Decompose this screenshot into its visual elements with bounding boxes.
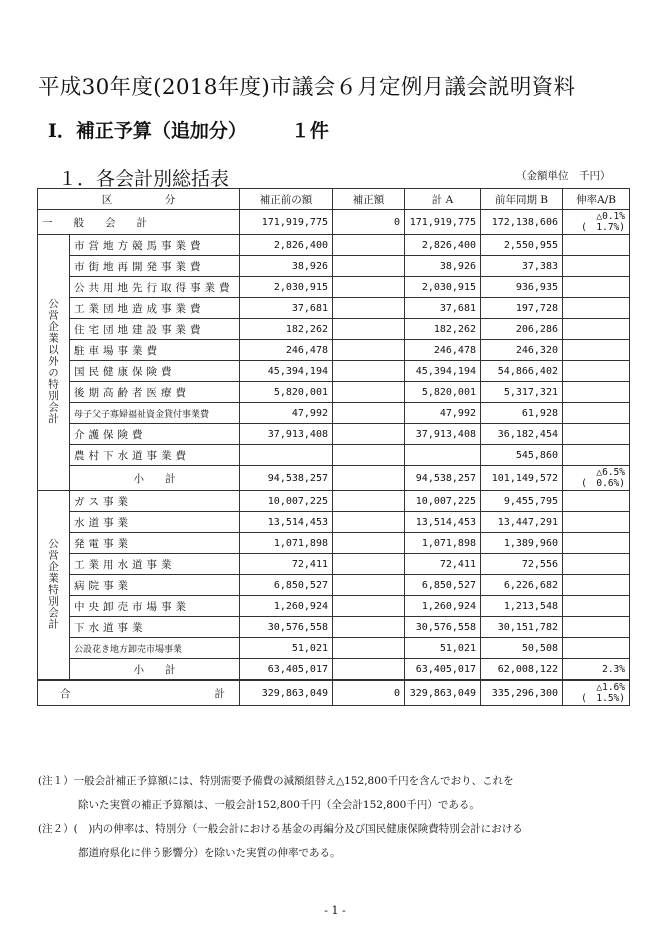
non-enterprise-subtotal-row: [38, 466, 630, 491]
enterprise-subtotal-prev: 62,008,122: [481, 659, 563, 681]
section-label: Ⅰ．補正予算（追加分）: [48, 120, 247, 142]
non-enterprise-subtotal-rate-main: △6.5%: [596, 467, 625, 478]
row-before: 45,394,194: [240, 361, 333, 382]
row-supplement: [333, 340, 405, 361]
table-row: [38, 382, 630, 403]
row-name: 市街地再開発事業費: [70, 256, 240, 277]
row-supplement: [333, 277, 405, 298]
row-total: 2,030,915: [405, 277, 481, 298]
general-before: 171,919,775: [240, 210, 333, 235]
row-name: 住宅団地建設事業費: [70, 319, 240, 340]
row-rate: [563, 319, 630, 340]
row-prev: 50,508: [481, 638, 563, 659]
row-prev: 13,447,291: [481, 512, 563, 533]
general-prev: 172,138,606: [481, 210, 563, 235]
row-name: 水道事業: [70, 512, 240, 533]
row-prev: 9,455,795: [481, 491, 563, 512]
page-number: - 1 -: [324, 904, 346, 917]
row-name: 国民健康保険費: [70, 361, 240, 382]
table-row: [38, 445, 630, 466]
row-prev: 197,728: [481, 298, 563, 319]
non-enterprise-subtotal-label: 小 計: [70, 466, 240, 491]
row-before: 5,820,001: [240, 382, 333, 403]
row-prev: 61,928: [481, 403, 563, 424]
row-supplement: [333, 298, 405, 319]
row-supplement: [333, 491, 405, 512]
table-row: [38, 554, 630, 575]
row-before: 37,913,408: [240, 424, 333, 445]
row-before: 51,021: [240, 638, 333, 659]
non-enterprise-subtotal-rate: [563, 466, 630, 491]
budget-summary-table: [37, 188, 630, 706]
row-supplement: [333, 361, 405, 382]
non-enterprise-subtotal-rate-box: [567, 467, 625, 489]
enterprise-group-label: [38, 491, 70, 681]
row-total: 1,071,898: [405, 533, 481, 554]
grand-total-supplement: 0: [333, 680, 405, 706]
grand-total-label-box: [42, 686, 235, 701]
grand-total-rate-adjusted: ( 1.5%): [581, 693, 625, 704]
row-name: 母子父子寡婦福祉資金貸付事業費: [70, 403, 240, 424]
row-before: 72,411: [240, 554, 333, 575]
enterprise-subtotal-row: [38, 659, 630, 681]
row-rate: [563, 277, 630, 298]
row-total: 182,262: [405, 319, 481, 340]
document-title: 平成30年度(2018年度)市議会６月定例月議会説明資料: [38, 75, 576, 100]
table-row: [38, 319, 630, 340]
table-row: [38, 235, 630, 256]
row-supplement: [333, 235, 405, 256]
row-total: 72,411: [405, 554, 481, 575]
row-supplement: [333, 445, 405, 466]
row-supplement: [333, 319, 405, 340]
row-name: 農村下水道事業費: [70, 445, 240, 466]
row-rate: [563, 403, 630, 424]
row-total: 51,021: [405, 638, 481, 659]
general-label: 一 般 会 計: [38, 210, 240, 235]
header-row: [38, 189, 630, 210]
row-supplement: [333, 533, 405, 554]
row-rate: [563, 298, 630, 319]
non-enterprise-group-label: [38, 235, 70, 491]
row-total: 246,478: [405, 340, 481, 361]
row-before: 1,071,898: [240, 533, 333, 554]
general-rate-adjusted: ( 1.7%): [581, 222, 625, 233]
grand-total-before: 329,863,049: [240, 680, 333, 706]
row-name: 工業用水道事業: [70, 554, 240, 575]
enterprise-subtotal-total: 63,405,017: [405, 659, 481, 681]
row-supplement: [333, 256, 405, 277]
row-before: 47,992: [240, 403, 333, 424]
row-rate: [563, 575, 630, 596]
general-account-row: [38, 210, 630, 235]
row-total: 5,820,001: [405, 382, 481, 403]
row-before: 182,262: [240, 319, 333, 340]
row-prev: 246,320: [481, 340, 563, 361]
row-prev: 5,317,321: [481, 382, 563, 403]
table-row: [38, 277, 630, 298]
row-name: 公共用地先行取得事業費: [70, 277, 240, 298]
table-row: [38, 340, 630, 361]
header-before: 補正前の額: [240, 189, 333, 210]
enterprise-subtotal-rate: [563, 659, 630, 681]
row-before: 38,926: [240, 256, 333, 277]
grand-total-total: 329,863,049: [405, 680, 481, 706]
row-total: 13,514,453: [405, 512, 481, 533]
row-total: [405, 445, 481, 466]
row-supplement: [333, 554, 405, 575]
unit-note: （金額単位 千円）: [516, 170, 611, 182]
row-name: 駐車場事業費: [70, 340, 240, 361]
row-prev: 2,550,955: [481, 235, 563, 256]
section-count: １件: [290, 120, 329, 142]
section-heading: [48, 116, 329, 143]
table-row: [38, 424, 630, 445]
table-row: [38, 596, 630, 617]
header-rate: 伸率A/B: [563, 189, 630, 210]
row-prev: 36,182,454: [481, 424, 563, 445]
table-row: [38, 533, 630, 554]
row-prev: 6,226,682: [481, 575, 563, 596]
row-before: 1,260,924: [240, 596, 333, 617]
row-total: 30,576,558: [405, 617, 481, 638]
row-prev: 30,151,782: [481, 617, 563, 638]
enterprise-subtotal-label: 小 計: [70, 659, 240, 681]
table-row: [38, 491, 630, 512]
row-rate: [563, 554, 630, 575]
row-rate: [563, 617, 630, 638]
row-before: [240, 445, 333, 466]
row-name: 病院事業: [70, 575, 240, 596]
table-row: [38, 403, 630, 424]
row-before: 6,850,527: [240, 575, 333, 596]
row-name: 後期高齢者医療費: [70, 382, 240, 403]
row-before: 10,007,225: [240, 491, 333, 512]
enterprise-subtotal-supplement: [333, 659, 405, 681]
row-before: 2,030,915: [240, 277, 333, 298]
grand-total-rate: [563, 680, 630, 706]
row-rate: [563, 533, 630, 554]
table-row: [38, 617, 630, 638]
grand-total-label-left: 合: [60, 687, 71, 700]
row-before: 37,681: [240, 298, 333, 319]
row-name: 発電事業: [70, 533, 240, 554]
table-row: [38, 638, 630, 659]
row-total: 2,826,400: [405, 235, 481, 256]
row-name: 公設花き地方卸売市場事業: [70, 638, 240, 659]
row-rate: [563, 596, 630, 617]
enterprise-subtotal-rate-box: [567, 664, 625, 675]
enterprise-group-label-text: 公営企業特別会計: [47, 537, 59, 630]
row-prev: 545,860: [481, 445, 563, 466]
row-rate: [563, 512, 630, 533]
row-supplement: [333, 617, 405, 638]
row-supplement: [333, 575, 405, 596]
grand-total-label: [38, 680, 240, 706]
row-before: 30,576,558: [240, 617, 333, 638]
non-enterprise-subtotal-supplement: [333, 466, 405, 491]
header-total: 計 A: [405, 189, 481, 210]
header-category: 区 分: [38, 189, 240, 210]
row-name: 介護保険費: [70, 424, 240, 445]
non-enterprise-subtotal-total: 94,538,257: [405, 466, 481, 491]
note-2-line-1: (注２）( )内の伸率は、特別分（一般会計における基金の再編分及び国民健康保険費特別会計における: [38, 823, 523, 835]
table-row: [38, 512, 630, 533]
row-supplement: [333, 638, 405, 659]
row-rate: [563, 361, 630, 382]
grand-total-prev: 335,296,300: [481, 680, 563, 706]
grand-total-rate-box: [567, 682, 625, 704]
general-rate: [563, 210, 630, 235]
row-name: 工業団地造成事業費: [70, 298, 240, 319]
row-total: 45,394,194: [405, 361, 481, 382]
row-supplement: [333, 403, 405, 424]
non-enterprise-subtotal-prev: 101,149,572: [481, 466, 563, 491]
row-supplement: [333, 512, 405, 533]
row-before: 2,826,400: [240, 235, 333, 256]
note-2-line-2: 都道府県化に伴う影響分）を除いた実質の伸率である。: [78, 847, 341, 859]
row-total: 1,260,924: [405, 596, 481, 617]
row-rate: [563, 638, 630, 659]
row-prev: 1,389,960: [481, 533, 563, 554]
general-total: 171,919,775: [405, 210, 481, 235]
row-before: 13,514,453: [240, 512, 333, 533]
row-before: 246,478: [240, 340, 333, 361]
row-total: 38,926: [405, 256, 481, 277]
grand-total-row: [38, 680, 630, 706]
row-rate: [563, 382, 630, 403]
general-supplement: 0: [333, 210, 405, 235]
row-rate: [563, 235, 630, 256]
grand-total-label-right: 計: [214, 687, 225, 700]
row-name: ガス事業: [70, 491, 240, 512]
row-prev: 54,866,402: [481, 361, 563, 382]
row-rate: [563, 256, 630, 277]
row-prev: 206,286: [481, 319, 563, 340]
row-total: 47,992: [405, 403, 481, 424]
general-rate-main: △0.1%: [596, 211, 625, 222]
header-prev: 前年同期 B: [481, 189, 563, 210]
row-name: 下水道事業: [70, 617, 240, 638]
row-supplement: [333, 424, 405, 445]
non-enterprise-subtotal-rate-adjusted: ( 0.6%): [581, 478, 625, 489]
non-enterprise-group-label-text: 公営企業以外の特別会計: [47, 297, 59, 425]
subsection-heading: １．各会計別総括表: [58, 168, 230, 190]
row-rate: [563, 491, 630, 512]
table-row: [38, 361, 630, 382]
enterprise-subtotal-before: 63,405,017: [240, 659, 333, 681]
note-1-line-1: (注１）一般会計補正予算額には、特別需要予備費の減額組替え△152,800千円を含んでおり、これを: [38, 775, 514, 787]
enterprise-subtotal-rate-main: 2.3%: [602, 663, 625, 675]
row-rate: [563, 424, 630, 445]
row-prev: 37,383: [481, 256, 563, 277]
row-total: 6,850,527: [405, 575, 481, 596]
row-total: 10,007,225: [405, 491, 481, 512]
table-row: [38, 575, 630, 596]
row-prev: 1,213,548: [481, 596, 563, 617]
row-total: 37,681: [405, 298, 481, 319]
row-supplement: [333, 382, 405, 403]
row-rate: [563, 340, 630, 361]
row-total: 37,913,408: [405, 424, 481, 445]
row-prev: 936,935: [481, 277, 563, 298]
non-enterprise-subtotal-before: 94,538,257: [240, 466, 333, 491]
row-name: 市営地方競馬事業費: [70, 235, 240, 256]
row-name: 中央卸売市場事業: [70, 596, 240, 617]
row-rate: [563, 445, 630, 466]
table-row: [38, 256, 630, 277]
row-prev: 72,556: [481, 554, 563, 575]
table-row: [38, 298, 630, 319]
grand-total-rate-main: △1.6%: [596, 682, 625, 693]
row-supplement: [333, 596, 405, 617]
header-supplement: 補正額: [333, 189, 405, 210]
note-1-line-2: 除いた実質の補正予算額は、一般会計152,800千円（全会計152,800千円）である。: [78, 799, 480, 811]
